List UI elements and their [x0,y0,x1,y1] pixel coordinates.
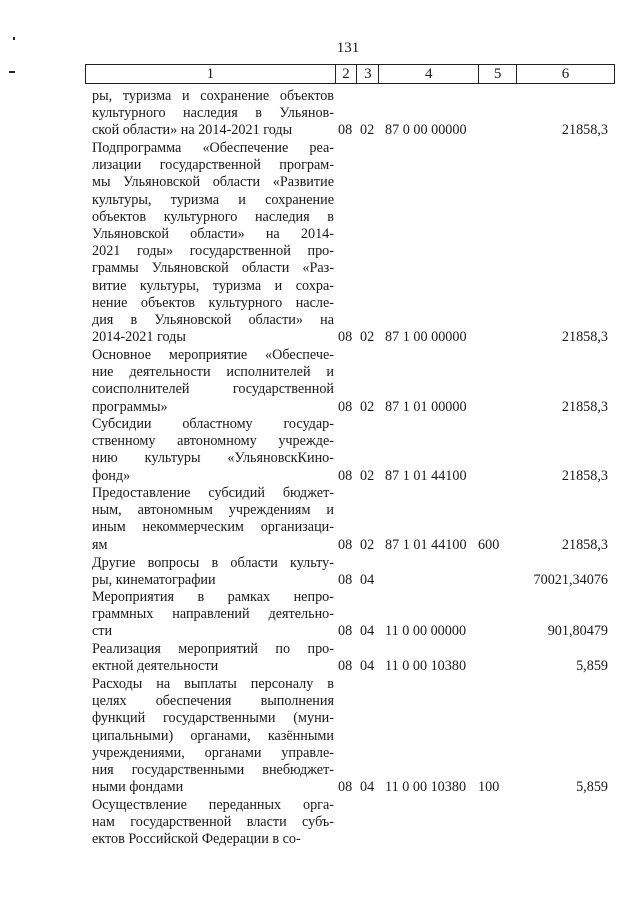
description-line: ры, туризма и сохранение объектов [92,88,334,104]
amount-value: 21858,3 [561,398,608,415]
table-row-codes [338,399,608,416]
page-number: 131 [336,40,360,56]
description-line: Осуществление переданных орга- [92,797,334,813]
expense-type-code: 100 [478,779,500,796]
table-row-codes [338,468,608,485]
description-line: Расходы на выплаты персоналу в [92,676,334,692]
table-row-description [92,797,334,849]
table-row-description [92,555,334,589]
subsection-code: 02 [360,536,375,553]
target-article-code: 11 0 00 10380 [385,779,467,796]
target-article-code: 87 1 01 00000 [385,398,467,415]
description-line: фонд» [92,467,131,484]
section-code: 08 [338,658,353,675]
description-line: дия в Ульяновской области» на [92,311,334,328]
description-line: ния государственными внебюджет- [92,761,334,778]
subsection-code: 04 [360,658,375,675]
table-row-description [92,676,334,796]
description-line: учреждениями, органами управле- [92,744,334,761]
section-code: 08 [338,122,353,139]
table-row-description [92,589,334,641]
header-col-5: 5 [479,65,517,83]
section-code: 08 [338,623,353,640]
subsection-code: 04 [360,623,375,640]
section-code: 08 [338,329,353,346]
description-line: ской области» на 2014-2021 годы [92,122,293,139]
section-code: 08 [338,467,353,484]
description-line: ектной деятельности [92,658,219,675]
description-line: программы» [92,398,168,415]
section-code: 08 [338,779,353,796]
description-line: иным некоммерческим организаци- [92,519,334,536]
amount-value: 21858,3 [561,536,608,553]
description-line: мы Ульяновской области «Развитие [92,174,334,191]
description-line: сти [92,623,113,640]
description-line: ям [92,536,108,553]
amount-value: 21858,3 [561,122,608,139]
description-line: ципальными) органами, казёнными [92,727,334,744]
section-code: 08 [338,536,353,553]
table-row-codes [338,779,608,796]
description-line: функций государственными (муни- [92,710,334,727]
amount-value: 21858,3 [561,329,608,346]
table-row-description [92,88,334,140]
table-row-description [92,485,334,554]
description-line: нение объектов культурного насле- [92,294,334,311]
section-code: 08 [338,398,353,415]
table-row-codes [338,329,608,346]
amount-value: 70021,34076 [533,572,608,589]
header-col-6: 6 [561,66,570,82]
description-line: Ульяновской области» на 2014- [92,225,334,242]
header-col-2: 2 [336,65,358,83]
description-line: объектов культурного наследия в [92,208,334,225]
table-row-description [92,140,334,346]
header-col-4: 4 [379,65,479,83]
target-article-code: 87 1 01 44100 [385,467,467,484]
description-line: ры, кинематографии [92,572,216,589]
description-line: ние деятельности исполнителей и [92,364,334,381]
description-line: соисполнителей государственной [92,381,334,398]
target-article-code: 87 1 01 44100 [385,536,467,553]
scan-artifact-left-mark [9,71,15,73]
subsection-code: 02 [360,398,375,415]
subsection-code: 02 [360,122,375,139]
description-line: 2014-2021 годы [92,329,186,346]
description-line: ными фондами [92,779,184,796]
amount-value: 21858,3 [561,467,608,484]
table-row-codes [338,537,608,554]
table-row-codes [338,572,608,589]
subsection-code: 04 [360,572,375,589]
header-col-1: 1 [86,65,336,83]
table-row-description [92,416,334,485]
description-line: целях обеспечения выполнения [92,693,334,710]
target-article-code: 11 0 00 00000 [385,623,467,640]
table-row-description [92,347,334,416]
amount-value: 901,80479 [547,623,608,640]
description-line: Предоставление субсидий бюджет- [92,485,334,501]
description-line: Реализация мероприятий по про- [92,641,334,657]
description-line: ственному автономному учрежде- [92,433,334,450]
amount-value: 5,859 [576,779,608,796]
description-line: витие культуры, туризма и сохра- [92,277,334,294]
target-article-code: 87 0 00 00000 [385,122,467,139]
subsection-code: 02 [360,467,375,484]
description-line: 2021 годы» государственной про- [92,243,334,260]
description-line: Другие вопросы в области культу- [92,555,334,571]
table-header-row [85,64,615,84]
section-code: 08 [338,572,353,589]
table-row-description [92,641,334,675]
description-line: ектов Российской Федерации в со- [92,831,301,848]
header-col-3: 3 [357,65,379,83]
description-line: нам государственной власти субъ- [92,814,334,831]
expense-type-code: 600 [478,536,500,553]
subsection-code: 04 [360,779,375,796]
amount-value: 5,859 [576,658,608,675]
table-row-codes [338,658,608,675]
description-line: Субсидии областному государ- [92,416,334,432]
description-line: Основное мероприятие «Обеспече- [92,347,334,363]
description-line: Мероприятия в рамках непро- [92,589,334,605]
description-line: ным, автономным учреждениям и [92,502,334,519]
target-article-code: 87 1 00 00000 [385,329,467,346]
target-article-code: 11 0 00 10380 [385,658,467,675]
scan-artifact-top-mark [13,37,15,40]
description-line: нию культуры «УльяновскКино- [92,450,334,467]
description-line: культуры, туризма и сохранение [92,191,334,208]
description-line: граммных направлений деятельно- [92,606,334,623]
table-row-codes [338,122,608,139]
description-line: культурного наследия в Ульянов- [92,105,334,122]
table-row-codes [338,623,608,640]
subsection-code: 02 [360,329,375,346]
description-line: граммы Ульяновской области «Раз- [92,260,334,277]
description-line: Подпрограмма «Обеспечение реа- [92,140,334,156]
description-line: лизации государственной програм- [92,157,334,174]
